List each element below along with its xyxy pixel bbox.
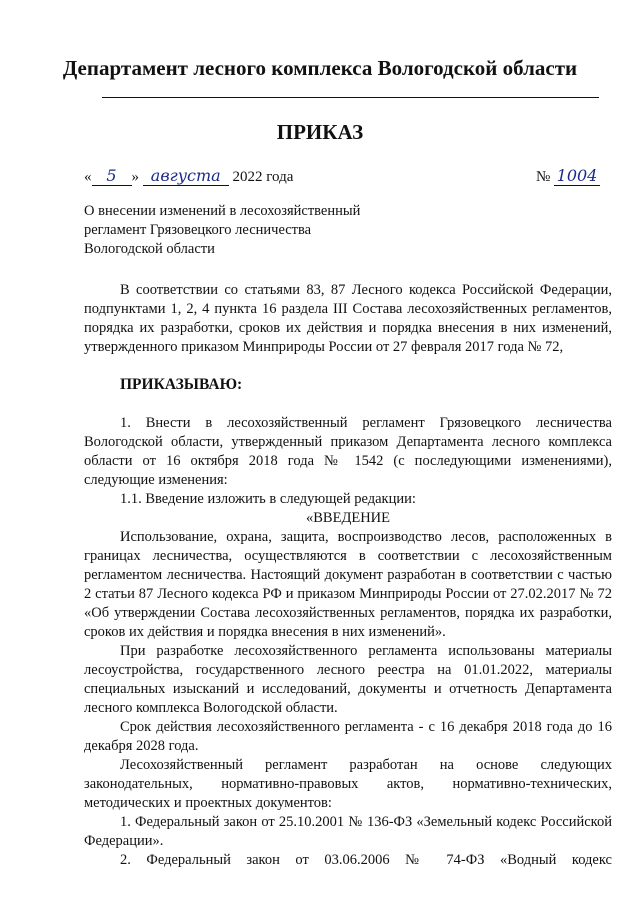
department-heading: Департамент лесного комплекса Вологодской области [62,56,578,80]
date-open-quote: « [84,169,92,185]
order-subject [84,202,404,259]
order-date [84,166,293,186]
intro-paragraph-1: Использование, охрана, защита, воспроизводство лесов, расположенных в границах лесничества, осуществляются в соответствии с лесохозяйственным регламентом лесничества. Настоящий документ разработан в соответствии с частью 2 статьи 87 Лесного кодекса РФ и приказом Минприроды России от 27.02.2017 № 72 «Об утверждении Состава лесохозяйственных регламентов, порядка их разработки, сроков их действия и порядка внесения в них изменений». [84,529,612,640]
preamble-text: В соответствии со статьями 83, 87 Лесного кодекса Российской Федерации, подпунктами 1, 2, 4 пункта 16 раздела III Состава лесохозяйственных регламентов, порядка их разработки, сроков их действия и порядка внесения в них изменений, утвержденного приказом Минприроды России от 27 февраля 2017 года № 72, [84,282,612,355]
number-value: 1004 [554,166,600,186]
date-year: 2022 года [232,169,294,185]
preamble [84,281,612,357]
order-number [536,166,600,186]
list-item: 1. Федеральный закон от 25.10.2001 № 136-ФЗ «Земельный кодекс Российской Федерации». [84,814,612,849]
number-prefix: № [535,169,551,185]
subject-line: О внесении изменений в лесохозяйственный [84,203,361,219]
header-divider [102,97,599,98]
order-body [84,414,612,870]
date-close-quote: » [131,169,139,185]
intro-paragraph-2: При разработке лесохозяйственного регламента использованы материалы лесоустройства, государственного лесного реестра на 01.01.2022, материалы специальных изысканий и исследований, документы и отчетность Департамента лесного комплекса Вологодской области. [84,643,612,716]
list-item: 2. Федеральный закон от 03.06.2006 № 74-ФЗ «Водный кодекс [120,852,612,868]
document-title: ПРИКАЗ [276,120,364,144]
order-keyword: ПРИКАЗЫВАЮ: [120,376,243,393]
intro-paragraph-3: Срок действия лесохозяйственного регламента - с 16 декабря 2018 года до 16 декабря 2028 года. [84,719,612,754]
date-month: августа [143,166,229,186]
intro-heading: «ВВЕДЕНИЕ [306,510,390,526]
subject-line: регламент Грязовецкого лесничества [84,222,312,238]
intro-paragraph-4: Лесохозяйственный регламент разработан на основе следующих законодательных, нормативно-правовых актов, нормативно-технических, методических и проектных документов: [84,757,612,811]
item-1-1: 1.1. Введение изложить в следующей редакции: [120,491,416,507]
date-day: 5 [92,166,132,186]
subject-line: Вологодской области [84,241,215,257]
item-1: 1. Внести в лесохозяйственный регламент Грязовецкого лесничества Вологодской области, утвержденный приказом Департамента лесного комплекса области от 16 октября 2018 года № 1542 (с последующими изменениями), следующие изменения: [84,415,612,488]
